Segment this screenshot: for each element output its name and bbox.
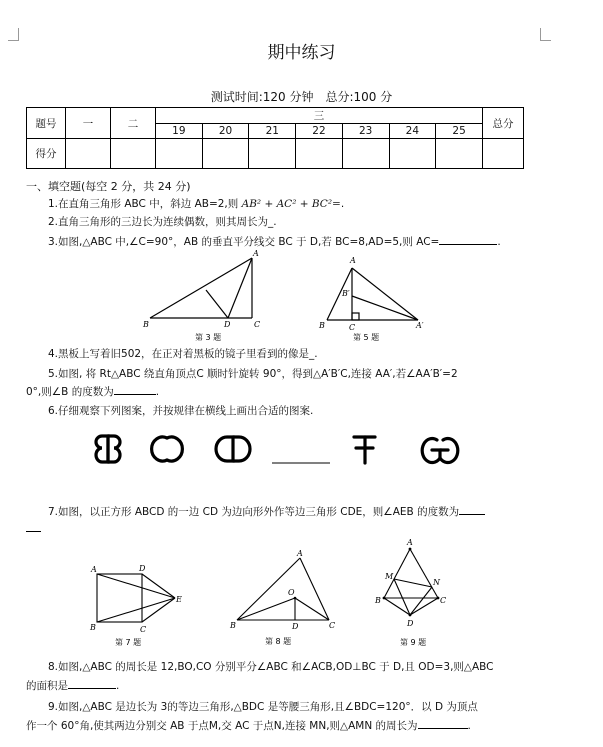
fig7-label-e: E xyxy=(176,595,182,604)
score-cell[interactable] xyxy=(66,139,111,169)
fig9-label-b: B xyxy=(375,596,381,605)
question-9-cont xyxy=(26,719,471,733)
fig3-label-d: D xyxy=(224,320,231,329)
fig9-label-a: A xyxy=(407,538,413,547)
score-cell[interactable] xyxy=(296,139,343,169)
fig3-caption: 第 3 题 xyxy=(195,333,222,342)
score-cell[interactable] xyxy=(111,139,156,169)
question-4: 4.黑板上写着旧502，在正对着黑板的镜子里看到的像是_. xyxy=(48,348,318,360)
fig8-label-c: C xyxy=(329,621,336,630)
fig8-caption: 第 8 题 xyxy=(265,637,292,646)
fig3-label-b: B xyxy=(143,320,149,329)
question-1-end: . xyxy=(340,198,345,210)
question-8-end: . xyxy=(116,680,120,692)
fig7-label-b: B xyxy=(90,623,96,632)
question-9: 9.如图,△ABC 是边长为 3的等边三角形,△BDC 是等腰三角形,且∠BDC=120°．以 D 为顶点 xyxy=(48,701,478,713)
question-8-cont xyxy=(26,679,119,693)
fig8-label-b: B xyxy=(230,621,236,630)
score-cell[interactable] xyxy=(202,139,249,169)
fig7-label-a: A xyxy=(91,565,97,574)
score-cell[interactable] xyxy=(483,139,524,169)
fig9-label-n: N xyxy=(433,578,440,587)
answer-blank[interactable] xyxy=(418,728,468,729)
fig5-label-a-prime: A′ xyxy=(416,321,424,330)
pattern-row xyxy=(90,430,490,470)
question-8-cont-text: 的面积是 xyxy=(26,680,68,692)
score-label: 得分 xyxy=(27,139,66,169)
score-cell[interactable] xyxy=(249,139,296,169)
question-1-formula: AB² + AC² + BC²= xyxy=(241,198,341,210)
question-5-cont-text: 0°,则∠B 的度数为 xyxy=(26,386,114,398)
pattern-1-icon xyxy=(96,436,120,462)
fig5-caption: 第 5 题 xyxy=(353,333,380,342)
header-total: 总分 xyxy=(483,108,524,139)
header-sub-19: 19 xyxy=(156,124,203,139)
pattern-6-icon xyxy=(422,439,458,463)
answer-blank[interactable] xyxy=(114,394,156,395)
question-3 xyxy=(48,235,501,249)
score-cell[interactable] xyxy=(156,139,203,169)
fig9-label-d: D xyxy=(407,619,414,628)
header-part-one: 一 xyxy=(66,108,111,139)
section-heading: 一、填空题(每空 2 分，共 24 分) xyxy=(26,180,191,193)
header-sub-24: 24 xyxy=(389,124,436,139)
question-3-text: 3.如图,△ABC 中,∠C=90°，AB 的垂直平分线交 BC 于 D,若 BC=8,AD=5,则 AC= xyxy=(48,236,440,248)
figure-7 xyxy=(85,562,185,652)
header-sub-20: 20 xyxy=(202,124,249,139)
header-number: 题号 xyxy=(27,108,66,139)
answer-blank[interactable] xyxy=(439,244,497,245)
header-sub-25: 25 xyxy=(436,124,483,139)
header-part-three: 三 xyxy=(156,108,483,124)
fig5-label-b-prime: B′ xyxy=(342,289,350,298)
question-7-text: 7.如图，以正方形 ABCD 的一边 CD 为边向形外作等边三角形 CDE，则∠AEB 的度数为 xyxy=(48,506,460,518)
question-2: 2.直角三角形的三边长为连续偶数，则其周长为_. xyxy=(48,216,277,228)
fig7-label-d: D xyxy=(139,564,146,573)
fig8-label-d: D xyxy=(292,622,299,631)
figure-8 xyxy=(225,548,340,652)
header-sub-22: 22 xyxy=(296,124,343,139)
fig9-label-c: C xyxy=(440,596,447,605)
fig7-caption: 第 7 题 xyxy=(115,638,142,647)
answer-blank-cont[interactable] xyxy=(26,531,41,532)
fig7-label-c: C xyxy=(140,625,147,634)
fig8-label-o: O xyxy=(288,588,295,597)
score-table xyxy=(26,107,524,169)
question-1-text: 1.在直角三角形 ABC 中，斜边 AB=2,则 xyxy=(48,198,242,210)
question-5-cont xyxy=(26,385,159,399)
header-sub-21: 21 xyxy=(249,124,296,139)
fig9-label-m: M xyxy=(385,572,394,581)
question-9-cont-text: 作一个 60°角,使其两边分别交 AB 于点M,交 AC 于点N,连接 MN,则△AMN 的周长为 xyxy=(26,720,418,732)
score-cell[interactable] xyxy=(342,139,389,169)
question-3-end: . xyxy=(497,236,501,248)
fig5-label-b: B xyxy=(319,321,325,330)
fig8-label-a: A xyxy=(297,549,303,558)
question-5-end: . xyxy=(155,386,160,398)
header-part-two: 二 xyxy=(111,108,156,139)
header-sub-23: 23 xyxy=(342,124,389,139)
question-9-end: . xyxy=(467,720,471,732)
figure-3 xyxy=(140,250,275,345)
fig5-label-c: C xyxy=(349,323,356,332)
pattern-3-icon xyxy=(216,437,250,461)
question-7 xyxy=(48,505,485,519)
question-8: 8.如图,△ABC 的周长是 12,BO,CO 分别平分∠ABC 和∠ACB,OD⊥BC 于 D,且 OD=3,则△ABC xyxy=(48,661,494,673)
fig5-label-a: A xyxy=(350,256,356,265)
answer-blank[interactable] xyxy=(459,514,485,515)
question-7-cont xyxy=(26,522,41,536)
question-5: 5.如图, 将 Rt△ABC 绕直角顶点C 顺时针旋转 90°，得到△A′B′C,连接 AA′,若∠AA′B′=2 xyxy=(48,368,458,380)
question-1 xyxy=(48,197,344,211)
figure-5 xyxy=(315,250,430,345)
fig3-label-a: A xyxy=(253,250,259,258)
figure-9 xyxy=(370,535,470,652)
question-6: 6.仔细观察下列图案，并按规律在横线上画出合适的图案. xyxy=(48,405,314,417)
page-title: 期中练习 xyxy=(267,43,336,63)
score-cell[interactable] xyxy=(436,139,483,169)
answer-blank[interactable] xyxy=(68,688,116,689)
pattern-2-icon xyxy=(152,437,183,461)
pattern-5-icon xyxy=(354,437,375,463)
score-cell[interactable] xyxy=(389,139,436,169)
fig9-caption: 第 9 题 xyxy=(400,638,427,647)
exam-info: 测试时间:120 分钟 总分:100 分 xyxy=(210,90,393,104)
fig3-label-c: C xyxy=(254,320,261,329)
